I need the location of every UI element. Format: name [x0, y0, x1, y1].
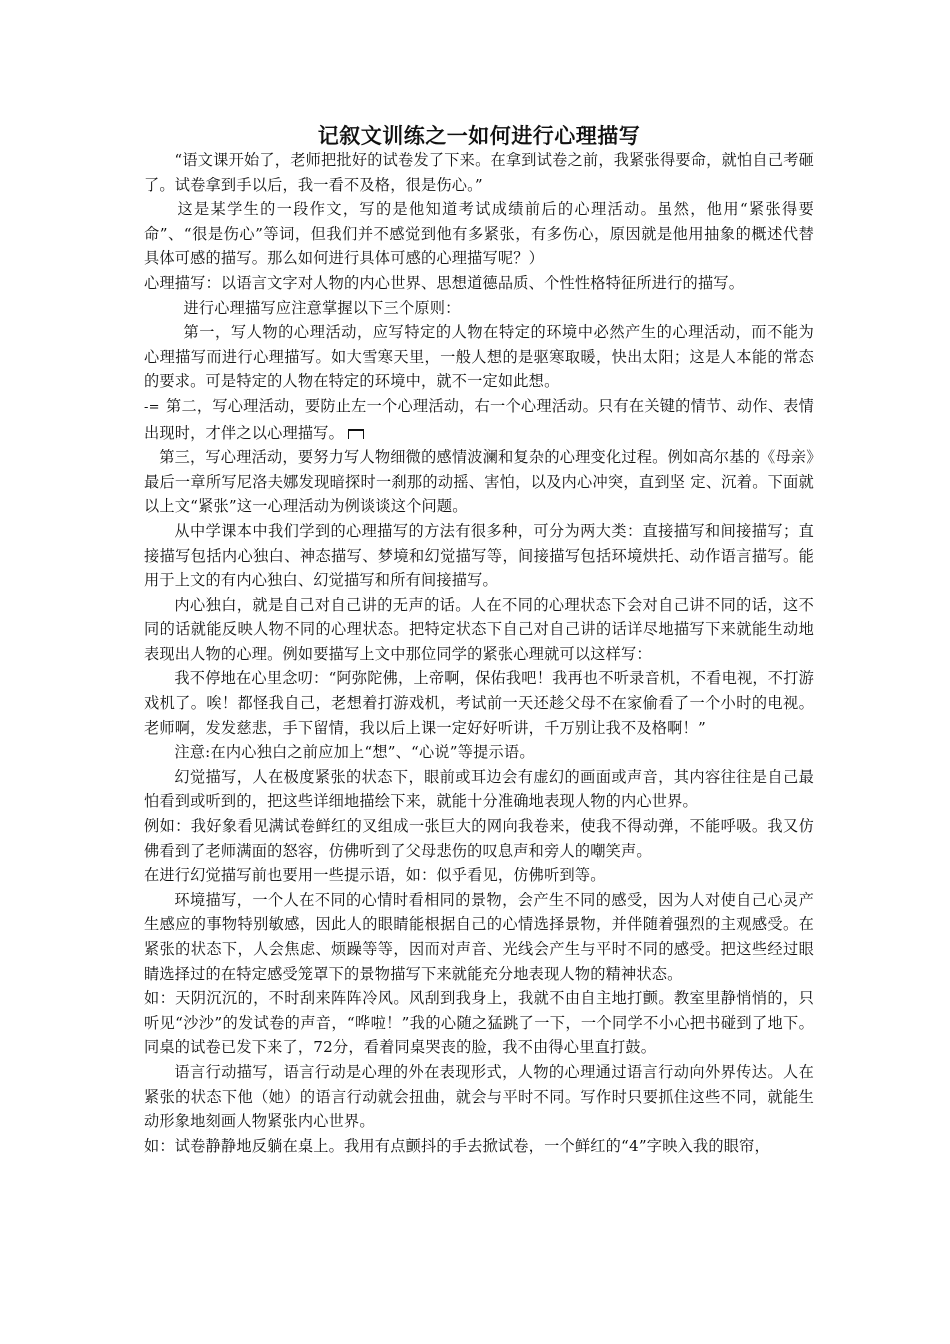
bracket-mark-icon [348, 429, 364, 439]
paragraph-principle-three: 第三，写心理活动，要努力写人物细微的感情波澜和复杂的心理变化过程。例如高尔基的《母亲》最后一章所写尼洛夫娜发现暗探时一刹那的动摇、害怕，以及内心冲突，直到坚 定、沉着。下面就以上文“紧张”这一心理活动为例谈谈这个问题。 [144, 448, 814, 516]
document-title: 记叙文训练之一如何进行心理描写 [317, 124, 641, 148]
paragraph-definition: 心理描写：以语言文字对人物的内心世界、思想道德品质、个性性格特征所进行的描写。 [144, 273, 745, 292]
paragraph-methods: 从中学课本中我们学到的心理描写的方法有很多种，可分为两大类：直接描写和间接描写；直接描写包括内心独白、神态描写、梦境和幻觉描写等，间接描写包括环境烘托、动作语言描写。能用于上文的有内心独白、幻觉描写和所有间接描写。 [144, 521, 814, 590]
paragraph-analysis: 这是某学生的一段作文，写的是他知道考试成绩前后的心理活动。虽然，他用“紧张得要命”、“很是伤心”等词，但我们并不感觉到他有多紧张，有多伤心，原因就是他用抽象的概述代替具体可感的描写。那么如何进行具体可感的心理描写呢？） [144, 200, 814, 268]
paragraph-hallucination: 幻觉描写，人在极度紧张的状态下，眼前或耳边会有虚幻的画面或声音，其内容往往是自己最怕看到或听到的，把这些详细地描绘下来，就能十分准确地表现人物的内心世界。 [144, 767, 814, 811]
document-page [144, 120, 814, 1158]
paragraph-monologue-note: 注意:在内心独白之前应加上“想”、“心说”等提示语。 [174, 743, 535, 762]
paragraph-hallucination-example: 例如：我好象看见满试卷鲜红的叉组成一张巨大的网向我卷来，使我不得动弹，不能呼吸。我又仿佛看到了老师满面的怒容，仿佛听到了父母悲伤的叹息声和旁人的嘲笑声。 [144, 817, 814, 860]
paragraph-intro-quote: “语文课开始了，老师把批好的试卷发了下来。在拿到试卷之前，我紧张得要命，就怕自己考砸了。试卷拿到手以后，我一看不及格，很是伤心。” [144, 151, 814, 194]
paragraph-monologue-example: 我不停地在心里念叨：“阿弥陀佛，上帝啊，保佑我吧！我再也不听录音机，不看电视，不打游戏机了。唉！都怪我自己，老想着打游戏机，考试前一天还趁父母不在家偷看了一个小时的电视。老师啊，发发慈悲，手下留情，我以后上课一定好好听讲，千万别让我不及格啊！” [144, 669, 814, 737]
paragraph-hallucination-note: 在进行幻觉描写前也要用一些提示语，如：似乎看见，仿佛听到等。 [144, 866, 606, 885]
paragraph-speech-action: 语言行动描写，语言行动是心理的外在表现形式，人物的心理通过语言行动向外界传达。人在紧张的状态下他（她）的语言行动就会扭曲，就会与平时不同。写作时只要抓住这些不同，就能生动形象地刻画人物紧张内心世界。 [144, 1062, 814, 1131]
principle-two-text: 第二，写心理活动，要防止左一个心理活动，右一个心理活动。只有在关键的情节、动作、表情出现时，才伴之以心理描写。 [144, 396, 814, 442]
margin-mark: -= [144, 399, 160, 415]
paragraph-principles-intro: 进行心理描写应注意掌握以下三个原则： [183, 298, 461, 317]
paragraph-environment-example: 如：天阴沉沉的，不时刮来阵阵冷风。风刮到我身上，我就不由自主地打颤。教室里静悄悄的，只听见“沙沙”的发试卷的声音，“哗啦！”我的心随之猛跳了一下，一个同学不小心把书碰到了地下。同桌的试卷已发下来了，72分，看着同桌哭丧的脸，我不由得心里直打鼓。 [144, 989, 814, 1057]
paragraph-environment: 环境描写，一个人在不同的心情时看相同的景物，会产生不同的感受，因为人对使自己心灵产生感应的事物特别敏感，因此人的眼睛能根据自己的心情选择景物，并伴随着强烈的主观感受。在紧张的状态下，人会焦虑、烦躁等等，因而对声音、光线会产生与平时不同的感受。把这些经过眼睛选择过的在特定感受笼罩下的景物描写下来就能充分地表现人物的精神状态。 [144, 890, 814, 983]
paragraph-inner-monologue: 内心独白，就是自己对自己讲的无声的话。人在不同的心理状态下会对自己讲不同的话，这不同的话就能反映人物不同的心理状态。把特定状态下自己对自己讲的话详尽地描写下来就能生动地表现出人物的心理。例如要描写上文中那位同学的紧张心理就可以这样写： [144, 595, 814, 663]
paragraph-principle-one: 第一，写人物的心理活动，应写特定的人物在特定的环境中必然产生的心理活动，而不能为心理描写而进行心理描写。如大雪寒天里，一般人想的是驱寒取暖，快出太阳；这是人本能的常态的要求。可是特定的人物在特定的环境中，就不一定如此想。 [144, 323, 814, 391]
paragraph-speech-action-example: 如：试卷静静地反躺在桌上。我用有点颤抖的手去掀试卷，一个鲜红的“4”字映入我的眼帘， [144, 1136, 770, 1155]
paragraph-principle-two [144, 394, 814, 445]
